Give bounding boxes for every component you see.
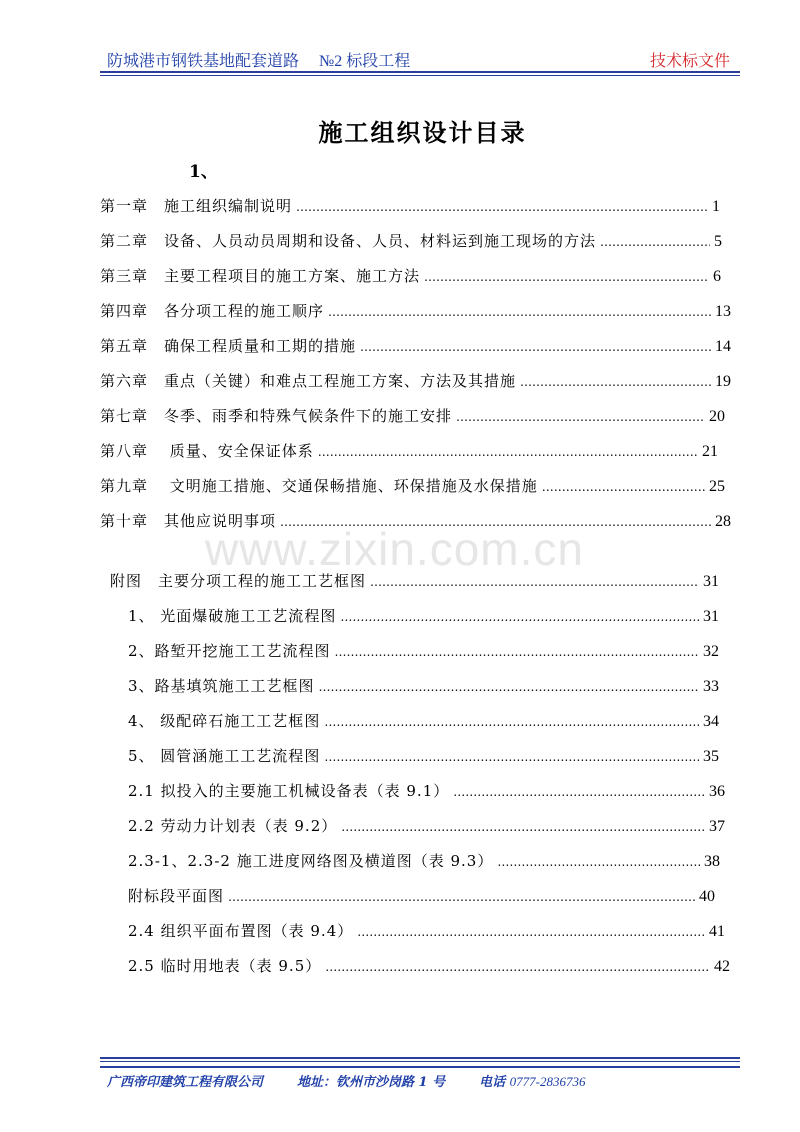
appendix-entry-page-number: 31 — [703, 608, 719, 625]
footer-phone-label: 电话 — [479, 1075, 506, 1090]
toc-entry-page-number: 21 — [702, 443, 718, 460]
toc-entry-label: 第四章 各分项工程的施工顺序 — [100, 302, 325, 320]
dot-leader — [335, 642, 699, 660]
appendix-entry-page-number: 35 — [703, 748, 719, 765]
appendix-entry[interactable] — [128, 640, 719, 661]
toc-entry-label: 第六章 重点（关键）和难点工程施工方案、方法及其措施 — [100, 372, 517, 390]
toc-entry[interactable] — [100, 300, 731, 321]
toc-entry[interactable] — [100, 265, 721, 286]
toc-entry-label: 第八章 质量、安全保证体系 — [100, 442, 314, 460]
toc-entry[interactable] — [100, 370, 731, 391]
header-doc-type: 技术标文件 — [649, 53, 730, 70]
header-project-title: 防城港市钢铁基地配套道路 №2 标段工程 — [107, 53, 411, 70]
toc-entry-label: 第五章 确保工程质量和工期的措施 — [100, 337, 357, 355]
header-divider — [100, 71, 740, 76]
dot-leader — [497, 852, 700, 870]
dot-leader — [325, 957, 710, 975]
appendix-entry[interactable] — [128, 815, 725, 836]
toc-entry-page-number: 13 — [715, 303, 731, 320]
appendix-entry-page-number: 32 — [703, 643, 719, 660]
appendix-entry[interactable] — [128, 955, 730, 976]
appendix-entry-label: 附图 主要分项工程的施工工艺框图 — [110, 572, 367, 590]
footer-phone: 0777-2836736 — [509, 1074, 586, 1089]
appendix-entry-page-number: 34 — [703, 713, 719, 730]
appendix-entry-page-number: 37 — [709, 818, 725, 835]
footer-divider — [100, 1057, 740, 1068]
toc-entry[interactable] — [100, 195, 720, 216]
dot-leader — [542, 477, 705, 495]
footer — [107, 1071, 586, 1090]
dot-leader — [319, 677, 699, 695]
dot-leader — [456, 407, 705, 425]
dot-leader — [341, 817, 705, 835]
section-number: 1、 — [189, 162, 218, 182]
dot-leader — [360, 337, 711, 355]
toc-entry-label: 第七章 冬季、雨季和特殊气候条件下的施工安排 — [100, 407, 453, 425]
appendix-entry-label: 2.4 组织平面布置图（表 9.4） — [128, 922, 354, 940]
toc-entry-page-number: 6 — [713, 268, 721, 285]
appendix-entry-label: 2.2 劳动力计划表（表 9.2） — [128, 817, 338, 835]
appendix-entry-label: 5、 圆管涵施工工艺流程图 — [128, 747, 321, 765]
toc-entry[interactable] — [100, 335, 731, 356]
appendix-entry-page-number: 36 — [709, 783, 725, 800]
dot-leader — [600, 232, 710, 250]
toc-entry-page-number: 14 — [715, 338, 731, 355]
footer-address: 地址：钦州市沙岗路 1 号 — [297, 1075, 446, 1090]
dot-leader — [328, 302, 711, 320]
dot-leader — [520, 372, 711, 390]
appendix-entry[interactable] — [128, 675, 719, 696]
toc-entry-label: 第九章 文明施工措施、交通保畅措施、环保措施及水保措施 — [100, 477, 538, 495]
appendix-entry-label: 2.3-1、2.3-2 施工进度网络图及横道图（表 9.3） — [128, 852, 494, 870]
appendix-entry[interactable] — [128, 850, 720, 871]
appendix-entry-label: 4、 级配碎石施工工艺框图 — [128, 712, 321, 730]
appendix-entry[interactable] — [128, 745, 719, 766]
appendix-entry[interactable] — [128, 920, 725, 941]
dot-leader — [453, 782, 705, 800]
footer-company: 广西帝印建筑工程有限公司 — [107, 1075, 264, 1090]
toc-entry-label: 第二章 设备、人员动员周期和设备、人员、材料运到施工现场的方法 — [100, 232, 597, 250]
toc-entry[interactable] — [100, 440, 718, 461]
toc-entry-page-number: 28 — [715, 513, 731, 530]
toc-entry-label: 第一章 施工组织编制说明 — [100, 197, 293, 215]
watermark: www.zixin.com.cn — [205, 523, 584, 575]
appendix-entry-label: 2.5 临时用地表（表 9.5） — [128, 957, 322, 975]
dot-leader — [318, 442, 698, 460]
appendix-entry[interactable] — [128, 885, 715, 906]
appendix-entry-label: 2、路堑开挖施工工艺流程图 — [128, 642, 331, 660]
appendix-entry[interactable] — [128, 780, 725, 801]
toc-entry-page-number: 20 — [709, 408, 725, 425]
appendix-entry-label: 1、 光面爆破施工工艺流程图 — [128, 607, 337, 625]
dot-leader — [340, 607, 699, 625]
toc-entry-label: 第三章 主要工程项目的施工方案、施工方法 — [100, 267, 421, 285]
toc-entry[interactable] — [100, 405, 725, 426]
appendix-entry-page-number: 31 — [703, 573, 719, 590]
toc-entry-page-number: 25 — [709, 478, 725, 495]
appendix-entry-page-number: 42 — [714, 958, 730, 975]
toc-entry-page-number: 1 — [712, 198, 720, 215]
appendix-entry-page-number: 40 — [699, 888, 715, 905]
dot-leader — [296, 197, 708, 215]
toc-entry-label: 第十章 其他应说明事项 — [100, 512, 277, 530]
toc-entry-page-number: 19 — [715, 373, 731, 390]
appendix-entry-label: 3、路基填筑施工工艺框图 — [128, 677, 315, 695]
dot-leader — [324, 747, 699, 765]
appendix-entry-page-number: 33 — [703, 678, 719, 695]
toc-entry[interactable] — [100, 475, 725, 496]
dot-leader — [324, 712, 699, 730]
dot-leader — [357, 922, 705, 940]
toc-entry[interactable] — [100, 230, 722, 251]
toc-entry-page-number: 5 — [714, 233, 722, 250]
appendix-entry-label: 附标段平面图 — [128, 887, 225, 905]
appendix-entry-page-number: 41 — [709, 923, 725, 940]
dot-leader — [424, 267, 709, 285]
appendix-entry[interactable] — [128, 710, 719, 731]
page-title: 施工组织设计目录 — [318, 118, 527, 147]
appendix-entry[interactable] — [128, 605, 719, 626]
appendix-entry-page-number: 38 — [704, 853, 720, 870]
dot-leader — [228, 887, 695, 905]
appendix-entry-label: 2.1 拟投入的主要施工机械设备表（表 9.1） — [128, 782, 450, 800]
